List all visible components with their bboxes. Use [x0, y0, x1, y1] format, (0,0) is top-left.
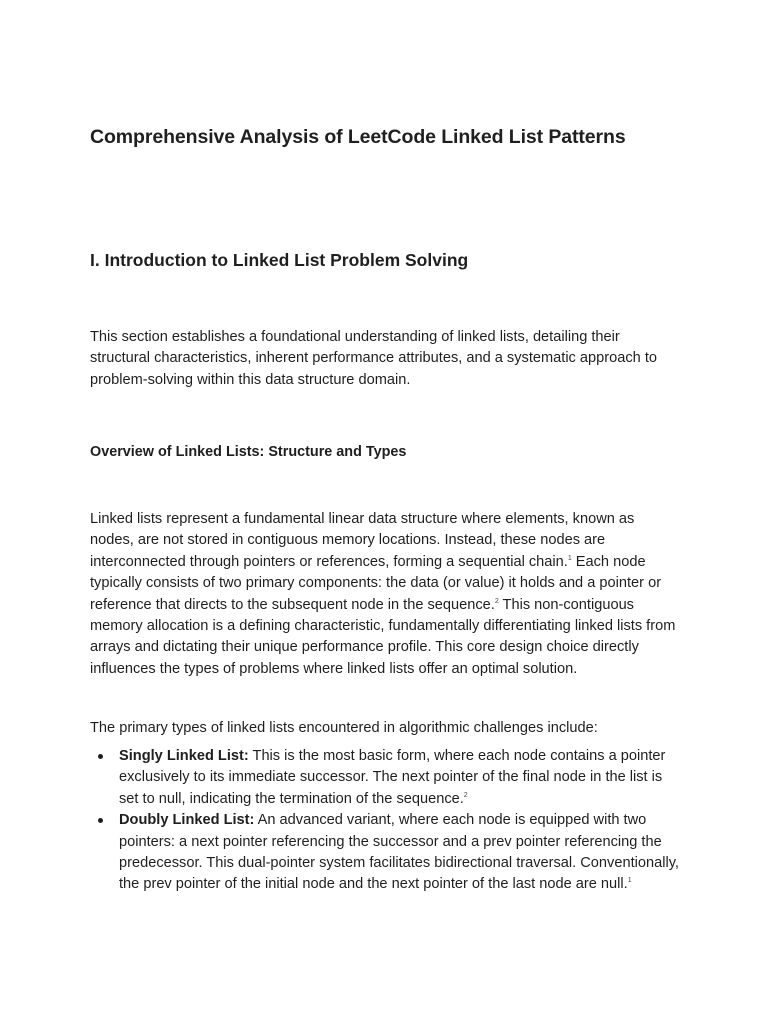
overview-text-part2: Each node typically consists of two primary components: the data (or value) it holds and a pointer or reference that directs to the subsequent node in the sequence.	[90, 553, 662, 613]
list-item	[90, 746, 680, 810]
citation-ref[interactable]: 1	[627, 877, 632, 885]
document-title: Comprehensive Analysis of LeetCode Linked List Patterns	[90, 126, 626, 148]
overview-paragraph	[90, 509, 680, 680]
overview-text-part1: Linked lists represent a fundamental linear data structure where elements, known as nodes, are not stored in contiguous memory locations. Instead, these nodes are interconnected through pointers or references, forming a sequential chain.	[90, 511, 635, 570]
list-item-term: Singly Linked List:	[119, 748, 249, 764]
overview-text-part3: This non-contiguous memory allocation is a defining characteristic, fundamentally differentiating linked lists from arrays and dictating their unique performance profile. This core design choice directly influences the types of problems where linked lists offer an optimal solution.	[90, 596, 676, 677]
list-item-text: An advanced variant, where each node is equipped with two pointers: a next pointer referencing the successor and a prev pointer referencing the predecessor. This dual-pointer system facilitates bidirectional traversal. Conventionally, the prev pointer of the initial node and the next pointer of the last node are null.	[119, 812, 679, 893]
citation-ref[interactable]: 1	[567, 554, 572, 562]
types-intro-paragraph: The primary types of linked lists encountered in algorithmic challenges include:	[90, 720, 598, 736]
bullet-icon	[98, 818, 103, 823]
list-item-text: This is the most basic form, where each node contains a pointer exclusively to its immediate successor. The next pointer of the final node in the list is set to null, indicating the termination of the sequence.	[119, 748, 666, 807]
subsection-heading: Overview of Linked Lists: Structure and Types	[90, 444, 407, 460]
section-heading: I. Introduction to Linked List Problem Solving	[90, 250, 469, 270]
list-item	[90, 810, 680, 896]
linked-list-types-list	[90, 746, 680, 896]
citation-ref[interactable]: 2	[494, 597, 499, 605]
list-item-term: Doubly Linked List:	[119, 812, 255, 829]
intro-paragraph: This section establishes a foundational understanding of linked lists, detailing their structural characteristics, inherent performance attributes, and a systematic approach to problem-solving within this data structure domain.	[90, 329, 657, 388]
bullet-icon	[98, 754, 103, 759]
citation-ref[interactable]: 2	[463, 791, 468, 799]
